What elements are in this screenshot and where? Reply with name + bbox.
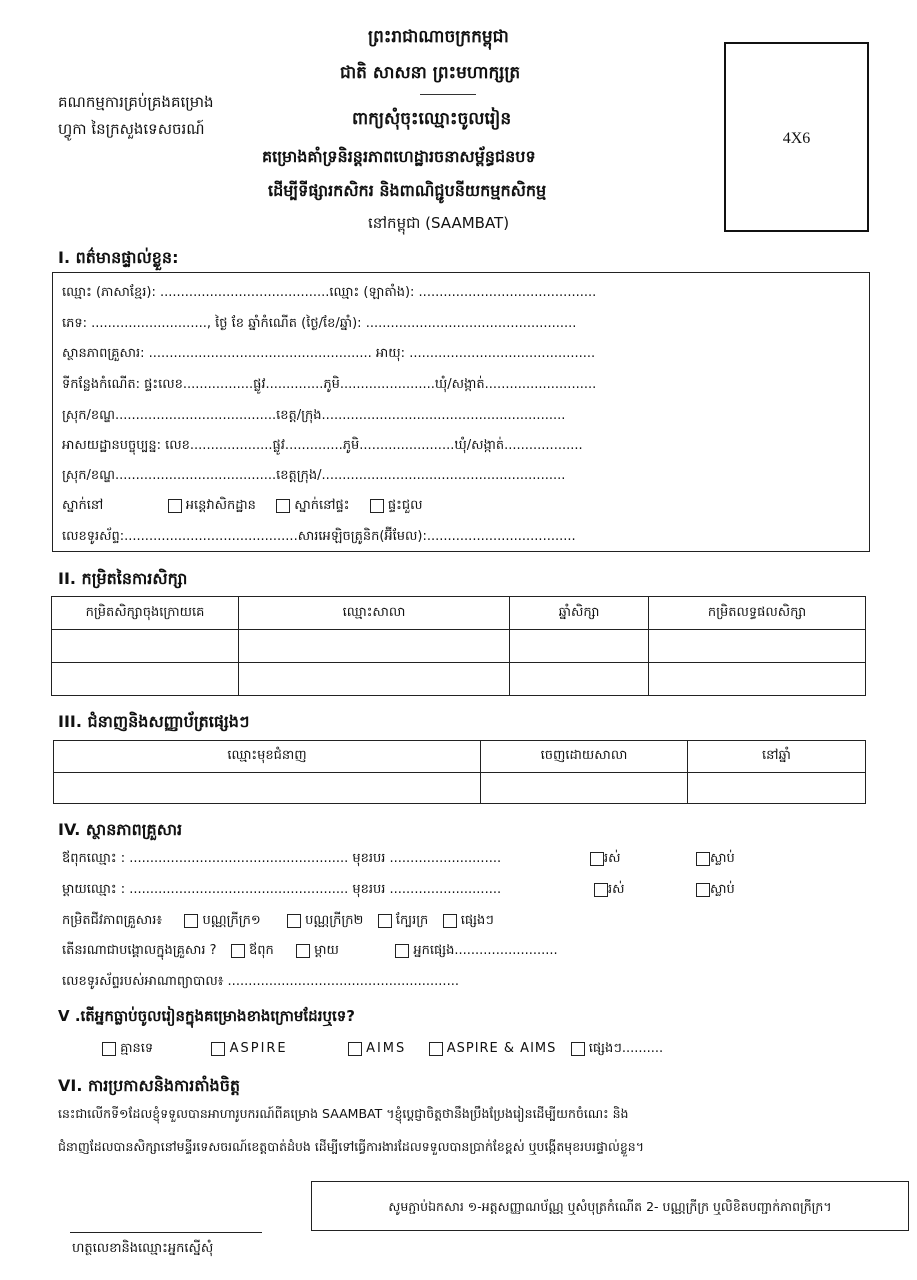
breadwinner-row bbox=[62, 942, 558, 961]
education-col-level: កម្រិតសិក្សាចុងក្រោយគេ bbox=[52, 597, 239, 630]
project-title-1: គម្រោងគាំទ្រនិរន្តរភាពហេដ្ឋារចនាសម្ព័ន្ធជនបទ bbox=[262, 147, 536, 166]
org-line-2: ហ្វូកា នៃក្រសួងទេសចរណ៍ bbox=[58, 120, 205, 138]
declaration-line-2: ជំនាញដែលបានសិក្សានៅមន្ទីរទេសចរណ៍ខេត្តបាត់ដំបង ដើម្បីទៅធ្វើការងារដែលទទួលបានប្រាក់ខែខ្ពស់ ឬបង្កើតមុខរបរផ្ទាល់ខ្លួន។ bbox=[58, 1139, 644, 1154]
motto-divider bbox=[420, 94, 476, 95]
signature-line bbox=[70, 1232, 262, 1233]
stay-dorm-checkbox[interactable] bbox=[168, 499, 182, 513]
table-row bbox=[52, 630, 866, 663]
stay-home-checkbox[interactable] bbox=[276, 499, 290, 513]
program-aspire-checkbox[interactable] bbox=[211, 1042, 225, 1056]
stay-rent-label: ផ្ទះជួល bbox=[387, 498, 423, 513]
section-3-title: III. ជំនាញនិងសញ្ញាប័ត្រផ្សេងៗ bbox=[58, 712, 250, 731]
stay-dorm-label: អន្តេវាសិកដ្ឋាន bbox=[185, 498, 256, 513]
bw-mother-checkbox[interactable] bbox=[296, 944, 310, 958]
section-6-title: VI. ការប្រកាសនិងការតាំងចិត្ត bbox=[58, 1076, 241, 1095]
stay-row bbox=[62, 497, 423, 516]
skills-header-row bbox=[54, 741, 866, 773]
education-header-row bbox=[52, 597, 866, 630]
guardian-phone-line[interactable]: លេខទូរស័ព្ទរបស់អាណាព្យាបាល៖ ........................................................ bbox=[62, 974, 459, 989]
name-line[interactable]: ឈ្មោះ (ភាសាខ្មែរ): .........................................ឈ្មោះ (ឡាតាំង): ........................................... bbox=[62, 285, 597, 300]
living-level-label: កម្រិតជីវភាពគ្រួសារ៖ bbox=[62, 913, 163, 928]
near-poor-label: ក្បែរក្រ bbox=[395, 913, 429, 928]
table-cell[interactable] bbox=[649, 663, 866, 696]
stay-rent-checkbox[interactable] bbox=[370, 499, 384, 513]
program-both-checkbox[interactable] bbox=[429, 1042, 443, 1056]
mother-line[interactable]: ម្តាយឈ្មោះ : ..................................................... មុខរបរ ........................... bbox=[62, 882, 502, 897]
father-line[interactable]: ឪពុកឈ្មោះ : ..................................................... មុខរបរ ........................... bbox=[62, 851, 502, 866]
section-5-title: V .តើអ្នកធ្លាប់ចូលរៀនក្នុងគម្រោងខាងក្រោមដែរឬទេ? bbox=[58, 1007, 355, 1025]
table-cell[interactable] bbox=[649, 630, 866, 663]
program-aims-label: AIMS bbox=[366, 1041, 407, 1056]
father-alive-label: រស់ bbox=[604, 851, 621, 866]
idpoor-1-checkbox[interactable] bbox=[184, 914, 198, 928]
attachment-note: សូមភ្ជាប់ឯកសារ ១-អត្តសញ្ញាណប័ណ្ណ ឬសំបុត្រកំណើត 2- បណ្ណក្រីក្រ ឬលិខិតបញ្ជាក់ភាពក្រីក្រ។ bbox=[311, 1181, 909, 1231]
mother-dead-label: ស្លាប់ bbox=[710, 882, 735, 897]
bw-father-checkbox[interactable] bbox=[231, 944, 245, 958]
section-2-title: II. កម្រិតនៃការសិក្សា bbox=[58, 569, 188, 588]
bw-other-label: អ្នកផ្សេង......................... bbox=[413, 943, 558, 958]
bw-other-checkbox[interactable] bbox=[395, 944, 409, 958]
skills-col-year: នៅឆ្នាំ bbox=[688, 741, 866, 773]
program-other-checkbox[interactable] bbox=[571, 1042, 585, 1056]
table-cell[interactable] bbox=[54, 773, 481, 804]
education-col-year: ឆ្នាំសិក្សា bbox=[510, 597, 649, 630]
skills-col-issuer: ចេញដោយសាលា bbox=[481, 741, 688, 773]
table-cell[interactable] bbox=[52, 630, 239, 663]
education-col-school: ឈ្មោះសាលា bbox=[239, 597, 510, 630]
kingdom-title: ព្រះរាជាណាចក្រកម្ពុជា bbox=[368, 27, 509, 47]
current-district-line[interactable]: ស្រុក/ខណ្ឌ.......................................ខេត្តក្រុង/........................................................... bbox=[62, 468, 566, 483]
table-cell[interactable] bbox=[52, 663, 239, 696]
father-alive-checkbox[interactable] bbox=[590, 852, 604, 866]
contact-line[interactable]: លេខទូរស័ព្ទ:..........................................សារអេឡិចត្រូនិក(អ៊ីមែល):.................................... bbox=[62, 529, 576, 544]
idpoor-2-label: បណ្ណក្រីក្រ២ bbox=[305, 913, 364, 928]
table-cell[interactable] bbox=[481, 773, 688, 804]
education-col-result: កម្រិតលទ្ធផលសិក្សា bbox=[649, 597, 866, 630]
program-options-row bbox=[102, 1040, 663, 1059]
skills-col-name: ឈ្មោះមុខជំនាញ bbox=[54, 741, 481, 773]
program-both-label: ASPIRE & AIMS bbox=[446, 1041, 557, 1056]
table-cell[interactable] bbox=[239, 663, 510, 696]
level-other-label: ផ្សេងៗ bbox=[460, 913, 494, 928]
birthplace-district-line[interactable]: ស្រុក/ខណ្ឌ.......................................ខេត្ត/ក្រុង........................................................... bbox=[62, 408, 566, 423]
photo-size-label: 4X6 bbox=[782, 130, 811, 147]
table-cell[interactable] bbox=[688, 773, 866, 804]
father-dead-option bbox=[696, 850, 735, 869]
marital-age-line[interactable]: ស្ថានភាពគ្រួសារ: ...................................................... អាយុ: ............................................. bbox=[62, 346, 596, 361]
father-alive-option bbox=[590, 850, 621, 869]
program-other-label: ផ្សេងៗ.......... bbox=[588, 1041, 664, 1056]
breadwinner-label: តើនរណាជាបង្គោលក្នុងគ្រួសារ ? bbox=[62, 943, 217, 958]
section-1-title: I. ពត៌មានផ្ទាល់ខ្លួន: bbox=[58, 248, 179, 267]
form-title: ពាក្យសុំចុះឈ្មោះចូលរៀន bbox=[352, 109, 512, 129]
section-4-title: IV. ស្ថានភាពគ្រួសារ bbox=[58, 820, 183, 839]
table-row bbox=[54, 773, 866, 804]
living-level-row bbox=[62, 912, 494, 931]
program-none-label: គ្មានទេ bbox=[120, 1041, 154, 1056]
father-dead-label: ស្លាប់ bbox=[710, 851, 735, 866]
bw-father-label: ឪពុក bbox=[248, 943, 274, 958]
declaration-line-1: នេះជាលើកទី១ដែលខ្ញុំទទួលបានអាហារូបករណ៍ពីគម្រោង SAAMBAT ។ខ្ញុំប្តេជ្ញាចិត្តថានឹងប្រឹងប្រែងរៀនដើម្បីយកចំណេះ និង bbox=[58, 1106, 629, 1121]
mother-dead-checkbox[interactable] bbox=[696, 883, 710, 897]
project-title-2: ដើម្បីទីផ្សារកសិករ និងពាណិជ្ជូបនីយកម្មកសិកម្ម bbox=[268, 181, 547, 200]
program-none-checkbox[interactable] bbox=[102, 1042, 116, 1056]
father-dead-checkbox[interactable] bbox=[696, 852, 710, 866]
motto: ជាតិ សាសនា ព្រះមហាក្សត្រ bbox=[340, 63, 521, 83]
bw-mother-label: ម្តាយ bbox=[314, 943, 339, 958]
project-title-3: នៅកម្ពុជា (SAAMBAT) bbox=[368, 214, 510, 232]
gender-dob-line[interactable]: ភេទ: ............................, ថ្ងៃ ខែ ឆ្នាំកំណើត (ថ្ងៃ/ខែ/ឆ្នាំ): ................................................... bbox=[62, 316, 577, 331]
table-row bbox=[52, 663, 866, 696]
level-other-checkbox[interactable] bbox=[443, 914, 457, 928]
signature-label: ហត្ថលេខានិងឈ្មោះអ្នកស្នើសុំ bbox=[72, 1241, 214, 1256]
program-aims-checkbox[interactable] bbox=[348, 1042, 362, 1056]
table-cell[interactable] bbox=[510, 630, 649, 663]
mother-alive-option bbox=[594, 881, 625, 900]
mother-alive-label: រស់ bbox=[608, 882, 625, 897]
stay-label: ស្នាក់នៅ bbox=[62, 498, 104, 513]
current-address-line[interactable]: អាសយដ្ឋានបច្ចុប្បន្ន: លេខ....................ផ្លូវ..............ភូមិ.......................ឃុំ/សង្កាត់................... bbox=[62, 438, 583, 453]
program-aspire-label: ASPIRE bbox=[229, 1041, 288, 1056]
skills-table bbox=[53, 740, 866, 804]
photo-placeholder bbox=[724, 42, 869, 232]
idpoor-2-checkbox[interactable] bbox=[287, 914, 301, 928]
org-line-1: គណកម្មការគ្រប់គ្រងគម្រោង bbox=[58, 93, 214, 111]
table-cell[interactable] bbox=[510, 663, 649, 696]
birthplace-line[interactable]: ទីកន្លែងកំណើត: ផ្ទះលេខ.................ផ្លូវ..............ភូមិ.......................ឃុំ/សង្កាត់........................... bbox=[62, 377, 597, 392]
idpoor-1-label: បណ្ណក្រីក្រ១ bbox=[202, 913, 261, 928]
mother-alive-checkbox[interactable] bbox=[594, 883, 608, 897]
stay-home-label: ស្នាក់នៅផ្ទះ bbox=[294, 498, 350, 513]
education-table bbox=[51, 596, 866, 696]
near-poor-checkbox[interactable] bbox=[378, 914, 392, 928]
table-cell[interactable] bbox=[239, 630, 510, 663]
mother-dead-option bbox=[696, 881, 735, 900]
